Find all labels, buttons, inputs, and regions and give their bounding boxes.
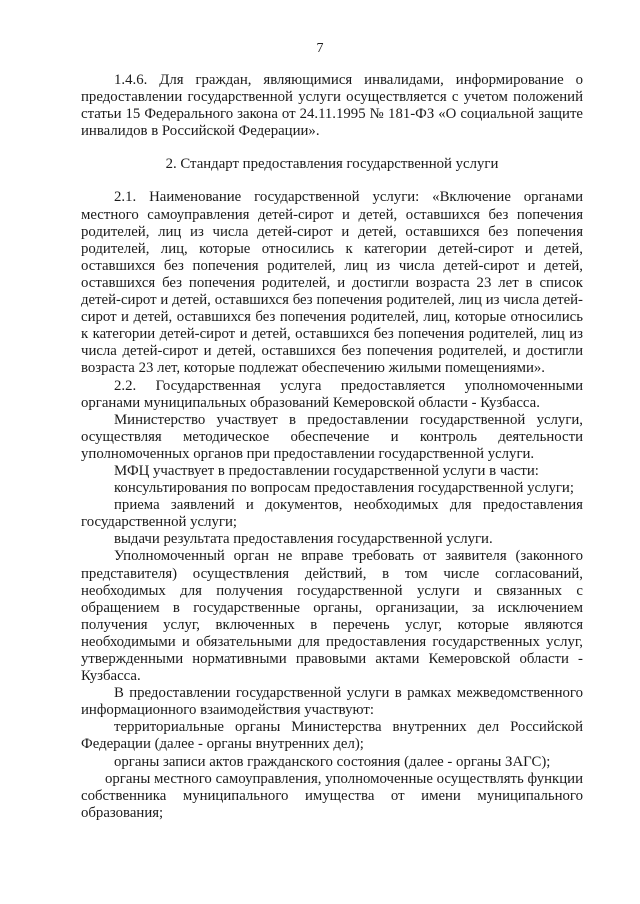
paragraph-consultation: консультирования по вопросам предоставления государственной услуги; bbox=[114, 480, 574, 497]
paragraph-1-4-6: 1.4.6. Для граждан, являющимися инвалидами, информирование о предоставлении государственной услуги осуществляется с учетом положений статьи 15 Федерального закона от 24.11.1995 № 181-ФЗ «О социальной защите инвалидов в Российской Федерации». bbox=[81, 72, 583, 140]
paragraph-ministry: Министерство участвует в предоставлении государственной услуги, осуществляя методическое обеспечение и контроль деятельности уполномоченных органов при предоставлении государственной услуги. bbox=[81, 411, 583, 462]
paragraph-2-2: 2.2. Государственная услуга предоставляется уполномоченными органами муниципальных образований Кемеровской области - Кузбасса. bbox=[81, 377, 583, 411]
paragraph-interagency: В предоставлении государственной услуги в рамках межведомственного информационного взаимодействия участвуют: bbox=[81, 685, 583, 719]
paragraph-internal-affairs: территориальные органы Министерства внутренних дел Российской Федерации (далее - органы внутренних дел); bbox=[81, 719, 583, 753]
paragraph-reception: приема заявлений и документов, необходимых для предоставления государственной услуги; bbox=[81, 497, 583, 531]
paragraph-local-government: органы местного самоуправления, уполномоченные осуществлять функции собственника муниципального имущества от имени муниципального образования; bbox=[81, 770, 583, 821]
paragraph-mfc: МФЦ участвует в предоставлении государственной услуги в части: bbox=[114, 462, 539, 479]
document-body bbox=[81, 72, 583, 822]
paragraph-result-issuance: выдачи результата предоставления государственной услуги. bbox=[114, 531, 493, 548]
page-number: 7 bbox=[316, 41, 324, 56]
paragraph-authorized-body: Уполномоченный орган не вправе требовать от заявителя (законного представителя) осуществления действий, в том числе согласований, необходимых для получения государственной услуги и связанных с обращением в государственные органы, организации, за исключением получения услуг, включенных в перечень услуг, которые являются необходимыми и обязательными для предоставления государственных услуг, утвержденными нормативными правовыми актами Кемеровской области - Кузбасса. bbox=[81, 548, 583, 685]
paragraph-registry-office: органы записи актов гражданского состояния (далее - органы ЗАГС); bbox=[114, 753, 551, 770]
section-heading: 2. Стандарт предоставления государственной услуги bbox=[165, 156, 499, 173]
paragraph-2-1: 2.1. Наименование государственной услуги: «Включение органами местного самоуправления детей-сирот и детей, оставшихся без попечения родителей, лиц из числа детей-сирот и детей, оставшихся без попечения родителей, лиц, которые относились к категории детей-сирот и детей, оставшихся без попечения родителей, лиц из числа детей-сирот и детей, оставшихся без попечения родителей, и достигли возраста 23 лет в список детей-сирот и детей, оставшихся без попечения родителей, лиц из числа детей-сирот и детей, оставшихся без попечения родителей, лиц, которые относились к категории детей-сирот и детей, оставшихся без попечения родителей, лиц из числа детей-сирот и детей, оставшихся без попечения родителей, и достигли возраста 23 лет, которые подлежат обеспечению жилыми помещениями». bbox=[81, 189, 583, 377]
